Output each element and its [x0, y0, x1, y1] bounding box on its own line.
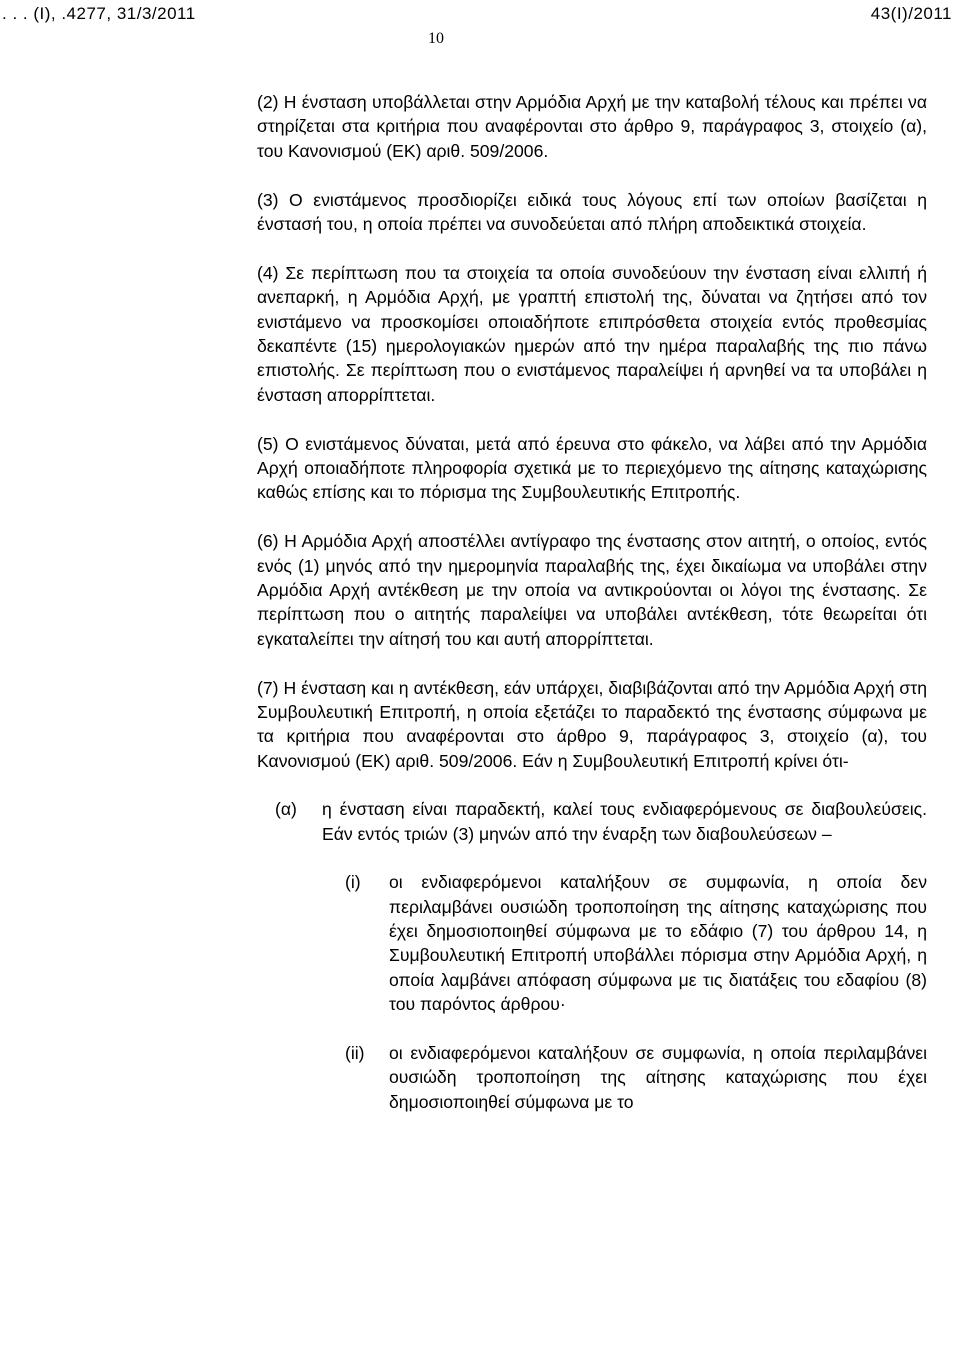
sub-item-i-label: (i) [345, 872, 361, 893]
paragraph-2: (2) Η ένσταση υποβάλλεται στην Αρμόδια Αρχή με την καταβολή τέλους και πρέπει να στηρίζεται στα κριτήρια που αναφέρονται στο άρθρο 9, παράγραφος 3, στοιχείο (α), του Κανονισμού (ΕΚ) αριθ. 509/2006. [257, 92, 927, 161]
paragraph-5: (5) Ο ενιστάμενος δύναται, μετά από έρευνα στο φάκελο, να λάβει από την Αρμόδια Αρχή οποιαδήποτε πληροφορία σχετικά με το περιεχόμενο της αίτησης καταχώρισης καθώς επίσης και το πόρισμα της Συμβουλευτικής Επιτροπής. [257, 433, 927, 503]
sub-item-ii-text: οι ενδιαφερόμενοι καταλήξουν σε συμφωνία, η οποία περιλαμβάνει ουσιώδη τροποποίηση της αίτησης καταχώρισης που έχει δημοσιοποιηθεί σύμφωνα με το [389, 1042, 927, 1112]
sub-item-ii [257, 1041, 927, 1114]
list-item-a [257, 797, 927, 846]
list-item-a-text: η ένσταση είναι παραδεκτή, καλεί τους ενδιαφερόμενους σε διαβουλεύσεις. Εάν εντός τριών (3) μηνών από την έναρξη των διαβουλεύσεων – [322, 799, 927, 844]
document-body [257, 90, 927, 1139]
paragraph-6: (6) Η Αρμόδια Αρχή αποστέλλει αντίγραφο της ένστασης στον αιτητή, ο οποίος, εντός ενός (1) μηνός από την ημερομηνία παραλαβής της, έχει δικαίωμα να υποβάλει στην Αρμόδια Αρχή αντέκθεση με την οποία να αντικρούονται οι λόγοι της ένστασης. Σε περίπτωση που ο αιτητής παραλείψει να υποβάλει αντέκθεση, τότε θεωρείται ότι εγκαταλείπει την αίτησή του και αυτή απορρίπτεται. [257, 531, 927, 649]
paragraph-3: (3) Ο ενιστάμενος προσδιορίζει ειδικά τους λόγους επί των οποίων βασίζεται η ένστασή του, η οποία πρέπει να συνοδεύεται από πλήρη αποδεικτικά στοιχεία. [257, 189, 927, 235]
law-number: 43(Ι)/2011 [870, 4, 952, 23]
list-item-a-label: (α) [275, 799, 297, 820]
sub-item-ii-label: (ii) [345, 1042, 365, 1063]
page-number: 10 [428, 30, 444, 47]
paragraph-4: (4) Σε περίπτωση που τα στοιχεία τα οποία συνοδεύουν την ένσταση είναι ελλιπή ή ανεπαρκή, η Αρμόδια Αρχή, με γραπτή επιστολή της, δύναται να ζητήσει από τον ενιστάμενο να προσκομίσει οποιαδήποτε επιπρόσθετα στοιχεία εντός προθεσμίας δεκαπέντε (15) ημερολογιακών ημερών από την ημέρα παραλαβής της πιο πάνω επιστολής. Σε περίπτωση που ο ενιστάμενος παραλείψει ή αρνηθεί να τα υποβάλει η ένσταση απορρίπτεται. [257, 262, 927, 405]
gazette-reference: . . . (Ι), .4277, 31/3/2011 [2, 4, 196, 23]
sub-item-i [257, 870, 927, 1016]
paragraph-7: (7) Η ένσταση και η αντέκθεση, εάν υπάρχει, διαβιβάζονται από την Αρμόδια Αρχή στη Συμβουλευτική Επιτροπή, η οποία εξετάζει το παραδεκτό της ένστασης σύμφωνα με τα κριτήρια που αναφέρονται στο άρθρο 9, παράγραφος 3, στοιχείο (α), του Κανονισμού (ΕΚ) αριθ. 509/2006. Εάν η Συμβουλευτική Επιτροπή κρίνει ότι- [257, 677, 927, 771]
sub-item-i-text: οι ενδιαφερόμενοι καταλήξουν σε συμφωνία, η οποία δεν περιλαμβάνει ουσιώδη τροποποίηση της αίτησης καταχώρισης που έχει δημοσιοποιηθεί σύμφωνα με το εδάφιο (7) του άρθρου 14, η Συμβουλευτική Επιτροπή υποβάλλει πόρισμα στην Αρμόδια Αρχή, η οποία λαμβάνει απόφαση σύμφωνα με τις διατάξεις του εδαφίου (8) του παρόντος άρθρου· [389, 872, 927, 1015]
